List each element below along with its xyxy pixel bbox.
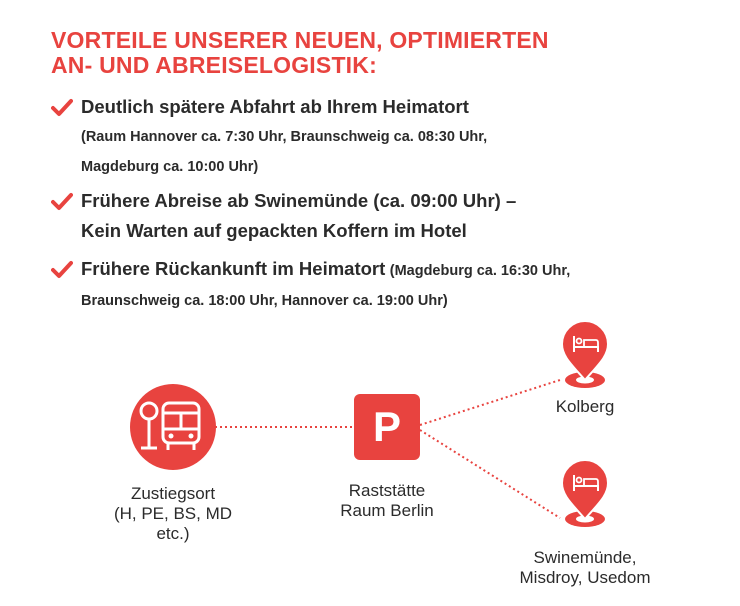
title-line-1: VORTEILE UNSERER NEUEN, OPTIMIERTEN — [51, 27, 549, 53]
benefit-3-detail-1: (Magdeburg ca. 16:30 Uhr, — [389, 263, 571, 279]
check-icon — [51, 260, 73, 280]
check-icon — [51, 98, 73, 118]
swinemuende-label-line-1: Swinemünde, — [533, 548, 637, 567]
benefit-1-title: Deutlich spätere Abfahrt ab Ihrem Heimatort — [81, 96, 469, 117]
benefit-3-title: Frühere Rückankunft im Heimatort — [81, 258, 386, 279]
parking-icon — [354, 394, 420, 460]
hub-label-line-1: Raststätte — [348, 481, 426, 500]
benefit-1-detail-1: (Raum Hannover ca. 7:30 Uhr, Braunschweig ca. 08:30 Uhr, — [81, 129, 488, 145]
swinemuende-label — [505, 548, 665, 588]
benefit-1-detail-2: Magdeburg ca. 10:00 Uhr) — [81, 159, 259, 175]
kolberg-label — [525, 397, 645, 417]
bus-stop-icon — [130, 384, 216, 470]
hub-label-line-2: Raum Berlin — [340, 501, 434, 520]
origin-label-line-2: (H, PE, BS, MD — [113, 504, 233, 523]
benefit-3-detail-2: Braunschweig ca. 18:00 Uhr, Hannover ca. 19:00 Uhr) — [81, 293, 448, 309]
page-title — [51, 28, 549, 78]
hub-label — [322, 481, 452, 521]
kolberg-label-line-1: Kolberg — [555, 397, 615, 416]
benefit-2-line-1: Frühere Abreise ab Swinemünde (ca. 09:00 Uhr) – — [81, 190, 517, 211]
title-line-2: AN- UND ABREISELOGISTIK: — [51, 52, 377, 78]
benefit-2-line-2: Kein Warten auf gepackten Koffern im Hotel — [81, 220, 467, 241]
parking-letter: P — [372, 403, 402, 450]
origin-label-line-3: etc.) — [156, 524, 190, 543]
origin-label — [103, 484, 243, 544]
hotel-pin-icon — [562, 460, 608, 527]
hotel-pin-icon — [562, 321, 608, 388]
origin-label-line-1: Zustiegsort — [130, 484, 216, 503]
check-icon — [51, 192, 73, 212]
swinemuende-label-line-2: Misdroy, Usedom — [519, 568, 651, 587]
